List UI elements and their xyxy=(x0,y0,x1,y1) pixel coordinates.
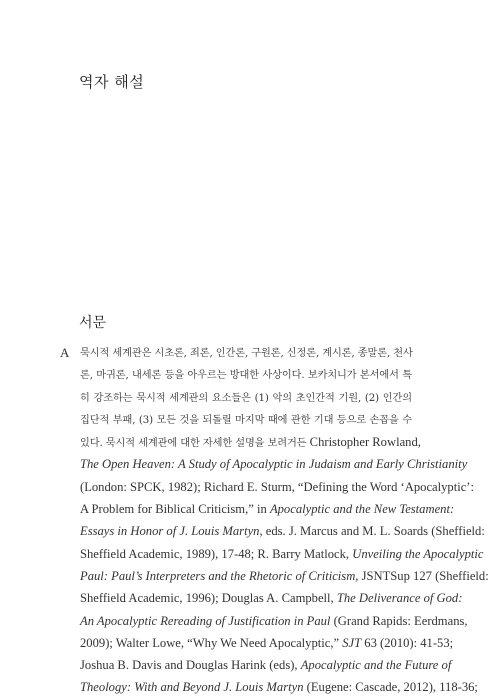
italic-text: The Deliverance of God: xyxy=(336,591,463,606)
text-run: , eds. J. Marcus and M. L. Soards (Sheffield: xyxy=(259,524,485,539)
italic-text: Essays in Honor of J. Louis Martyn xyxy=(80,524,260,539)
text-run: 집단적 부패, (3) 모든 것을 되돌릴 마지막 때에 관한 기대 등으로 손꼽을 수 xyxy=(80,414,412,426)
footnote-line xyxy=(80,565,489,587)
footnote-line xyxy=(80,476,474,498)
footnote-line xyxy=(80,498,455,520)
text-run: (Grand Rapids: Eerdmans, xyxy=(330,613,468,628)
text-run: (Eugene: Cascade, 2012), 118-36; xyxy=(303,680,478,695)
italic-text: Unveiling the Apocalyptic xyxy=(352,546,484,561)
footnote-line xyxy=(80,453,468,475)
footnote-line xyxy=(80,520,485,542)
footnote-marker: A xyxy=(60,345,70,360)
italic-text: Apocalyptic and the Future of xyxy=(300,658,452,673)
section-title: 서문 xyxy=(79,315,107,331)
footnote-line xyxy=(80,409,412,431)
italic-text: An Apocalyptic Rereading of Justification in Paul xyxy=(80,613,331,628)
footnote-line xyxy=(80,654,452,676)
text-run: 63 (2010): 41-53; xyxy=(361,635,454,650)
footnote-line xyxy=(80,431,421,453)
italic-text: Apocalyptic and the New Testament: xyxy=(269,502,455,517)
italic-text: Theology: With and Beyond J. Louis Martyn xyxy=(80,680,304,695)
footnote-line xyxy=(80,632,454,654)
footnote-line xyxy=(80,676,478,698)
footnote-line xyxy=(80,387,412,409)
text-run: Sheffield Academic, 1996); Douglas A. Campbell, xyxy=(80,591,337,606)
italic-text: SJT xyxy=(342,635,362,650)
text-run: 론, 마귀론, 내세론 등을 아우르는 방대한 사상이다. 보카치니가 본서에서 특 xyxy=(80,370,412,382)
text-run: 2009); Walter Lowe, “Why We Need Apocalyptic,” xyxy=(80,635,343,650)
text-run: Sheffield Academic, 1989), 17-48; R. Barry Matlock, xyxy=(80,546,353,561)
text-run: (London: SPCK, 1982); Richard E. Sturm, “Defining the Word ‘Apocalyptic’: xyxy=(80,479,474,494)
text-run: Christopher Rowland, xyxy=(309,435,421,450)
italic-text: Paul: Paul’s Interpreters and the Rhetoric of Criticism xyxy=(80,568,356,583)
footnote-line xyxy=(80,364,412,386)
footnote-line xyxy=(80,543,484,565)
text-run: 있다. 묵시적 세계관에 대한 자세한 설명을 보려거든 xyxy=(80,438,310,450)
text-run: 히 강조하는 묵시적 세계관의 요소들은 (1) 악의 초인간적 기원, (2) 인간의 xyxy=(80,392,412,404)
text-run: , JSNTSup 127 (Sheffield: xyxy=(355,568,489,583)
text-run: Joshua B. Davis and Douglas Harink (eds), xyxy=(80,658,301,673)
footnote-line xyxy=(80,610,468,632)
footnote-line xyxy=(80,342,412,364)
footnote-line xyxy=(80,587,463,609)
italic-text: The Open Heaven: A Study of Apocalyptic in Judaism and Early Christianity xyxy=(80,457,468,472)
text-run: 묵시적 세계관은 시초론, 죄론, 인간론, 구원론, 신정론, 계시론, 종말론, 천사 xyxy=(80,348,413,359)
page-header-title: 역자 해설 xyxy=(79,73,145,91)
text-run: A Problem for Biblical Criticism,” in xyxy=(80,502,270,517)
footnote-body xyxy=(80,342,489,699)
